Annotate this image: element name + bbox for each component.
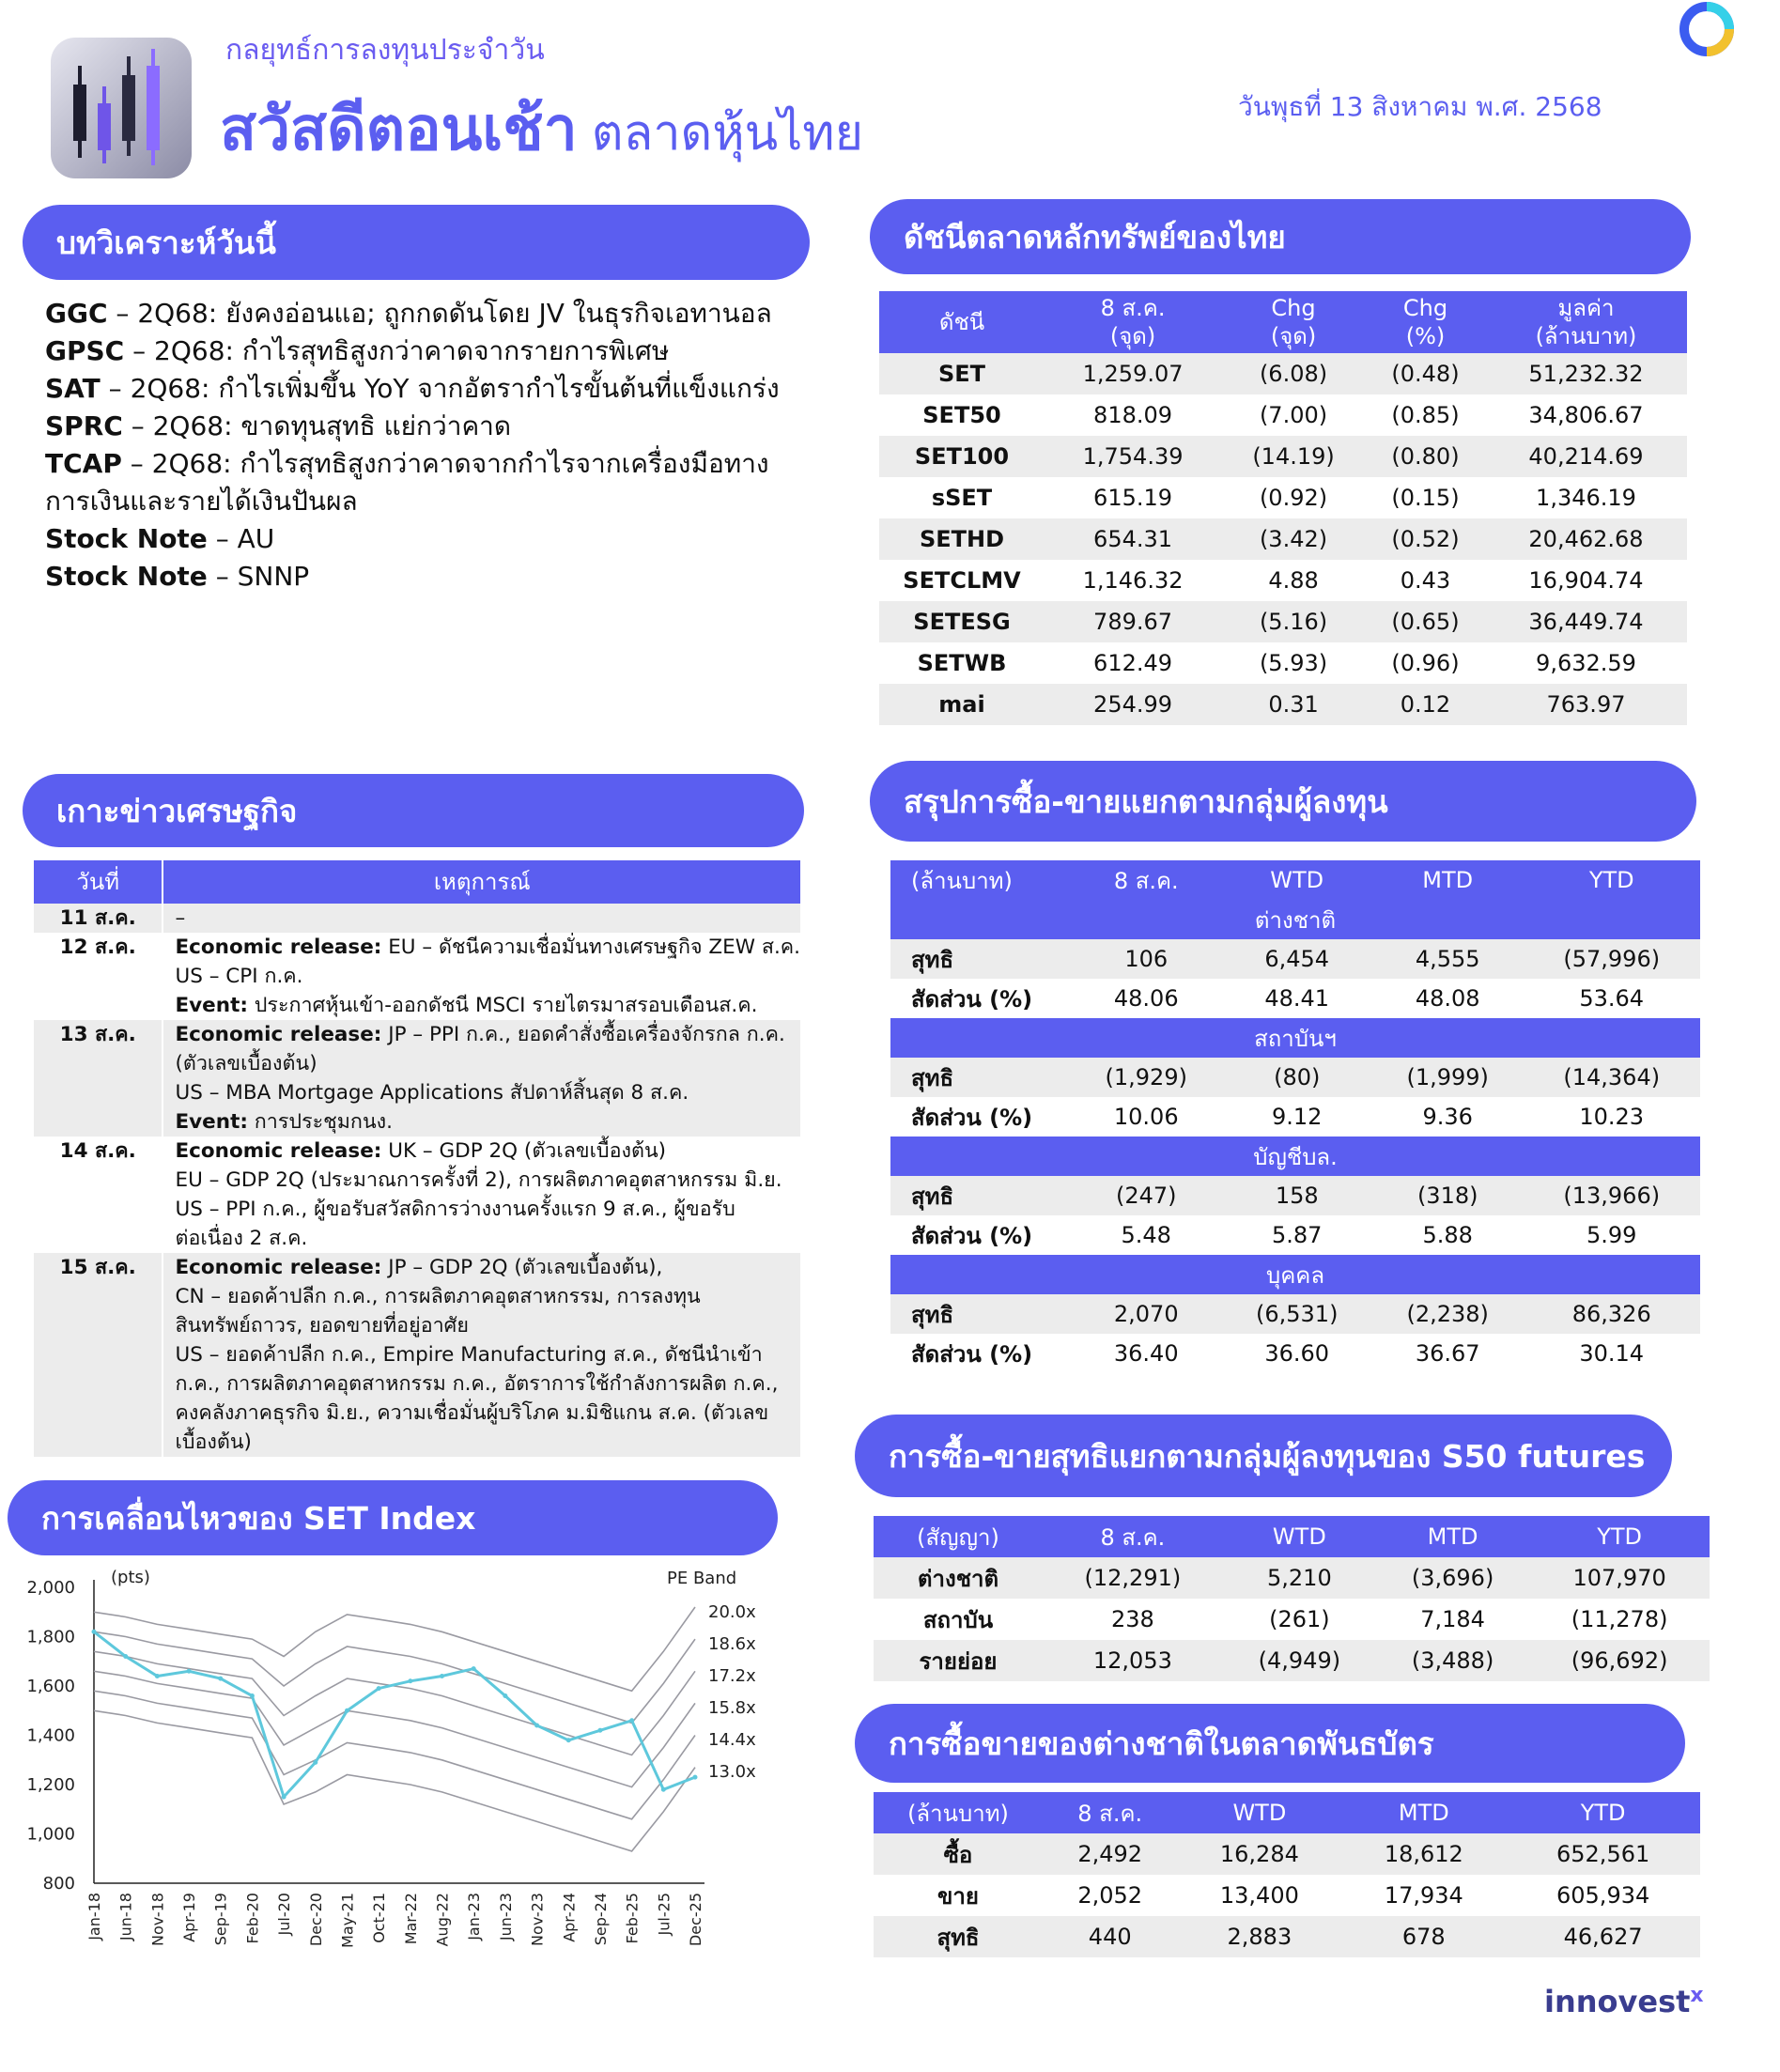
x-tick-label: Feb-25 [623,1893,642,1944]
index-col-header: มูลค่า (ล้านบาท) [1485,291,1687,353]
y-tick-label: 1,400 [26,1725,75,1746]
news-col-date: วันที่ [34,860,163,904]
analysis-item[interactable]: Stock Note – AU [45,523,275,554]
x-tick-label: Jun-23 [496,1893,515,1941]
analysis-item[interactable]: TCAP – 2Q68: กำไรสุทธิสูงกว่าคาดจากกำไรจากเครื่องมือทาง [45,448,769,479]
group-label: สถาบันฯ [890,1018,1700,1058]
set-index-point [187,1669,192,1674]
page-subtitle: กลยุทธ์การลงทุนประจำวัน [225,34,545,67]
index-col-header: ดัชนี [879,291,1045,353]
set-index-point [313,1760,317,1765]
x-tick-label: Jul-25 [655,1893,673,1936]
set-index-point [92,1630,97,1634]
set-index-point [661,1787,666,1792]
set-index-point [597,1728,602,1733]
pe-band-line [94,1710,695,1851]
innovest-logo: innovest$^x$ [1544,1984,1704,2019]
set-index-point [534,1724,539,1728]
news-col-event: เหตุการณ์ [163,860,800,904]
y-tick-label: 800 [42,1874,75,1894]
set-index-point [503,1693,507,1698]
set-index-point [629,1718,634,1723]
table-row: SETESG 789.67 (5.16) (0.65) 36,449.74 [879,601,1687,642]
group-label: ต่างชาติ [890,900,1700,939]
table-row: sSET 615.19 (0.92) (0.15) 1,346.19 [879,477,1687,518]
x-tick-label: Jun-18 [116,1893,135,1941]
news-row: 12 ส.ค. Economic release: EU – ดัชนีความเชื่อมั่นทางเศรษฐกิจ ZEW ส.ค. US – CPI ก.ค. Event: ประกาศหุ้นเข้า-ออกดัชนี MSCI รายไตรมาสรอบเดือนส.ค. [34,933,800,1020]
analysis-item[interactable]: Stock Note – SNNP [45,561,310,592]
report-date: วันพุธที่ 13 สิงหาคม พ.ศ. 2568 [1238,91,1602,122]
y-tick-label: 1,800 [26,1627,75,1647]
investor-flow-heading: สรุปการซื้อ-ขายแยกตามกลุ่มผู้ลงทุน [870,761,1696,842]
pe-band-label: 15.8x [708,1698,756,1718]
index-col-header: Chg (จุด) [1221,291,1366,353]
pe-band-line [94,1607,695,1691]
set-index-point [155,1674,160,1678]
pe-band-line [94,1651,695,1755]
pe-band-line [94,1691,695,1819]
x-tick-label: Nov-18 [148,1893,167,1946]
set-index-point [408,1678,412,1683]
index-col-header: Chg (%) [1366,291,1485,353]
x-tick-label: Jan-23 [465,1893,484,1941]
set-index-point [377,1686,381,1691]
set-index-point [472,1666,476,1671]
table-row: SET50 818.09 (7.00) (0.85) 34,806.67 [879,394,1687,436]
news-row: 14 ส.ค. Economic release: UK – GDP 2Q (ตัวเลขเบื้องต้น) EU – GDP 2Q (ประมาณการครั้งที่ 2), การผลิตภาคอุตสาหกรรม มิ.ย. US – PPI ก.ค., ผู้ขอรับสวัสดิการว่างงานครั้งแรก 9 ส.ค., ผู้ขอรับ ต่อเนื่อง 2 ส.ค. [34,1137,800,1253]
page-title-main: สวัสดีตอนเช้า [220,95,578,164]
y-tick-label: 1,200 [26,1775,75,1795]
analysis-heading: บทวิเคราะห์วันนี้ [23,205,810,280]
news-heading: เกาะข่าวเศรษฐกิจ [23,774,804,847]
pe-band-line [94,1631,695,1723]
analysis-item[interactable]: SAT – 2Q68: กำไรเพิ่มขึ้น YoY จากอัตรากำไรขั้นต้นที่แข็งแกร่ง [45,373,780,404]
table-row: mai 254.99 0.31 0.12 763.97 [879,684,1687,725]
table-row: SETWB 612.49 (5.93) (0.96) 9,632.59 [879,642,1687,684]
set-index-point [218,1677,223,1681]
x-tick-label: Feb-20 [243,1893,262,1944]
candlestick-logo-icon [51,38,192,178]
legend-title: PE Band [667,1569,737,1588]
pe-band-label: 14.4x [708,1730,756,1750]
pe-band-label: 13.0x [708,1762,756,1782]
x-tick-label: Mar-22 [401,1893,420,1945]
set-index-point [345,1709,349,1713]
x-tick-label: Apr-24 [560,1893,579,1942]
x-tick-label: Nov-23 [528,1893,547,1946]
index-col-header: 8 ส.ค. (จุด) [1045,291,1221,353]
brand-ring-icon [1679,2,1734,56]
set-index-point [282,1795,286,1800]
table-row: SETCLMV 1,146.32 4.88 0.43 16,904.74 [879,560,1687,601]
analysis-item[interactable]: GPSC – 2Q68: กำไรสุทธิสูงกว่าคาดจากรายการพิเศษ [45,335,670,366]
news-row: 15 ส.ค. Economic release: JP – GDP 2Q (ตัวเลขเบื้องต้น), CN – ยอดค้าปลีก ก.ค., การผลิตภาคอุตสาหกรรม, การลงทุน สินทรัพย์ถาวร, ยอดขายที่อยู่อาศัย US – ยอดค้าปลีก ก.ค., Empire Manufacturing ส.ค., ดัชนีนำเข้า ก.ค., การผลิตภาคอุตสาหกรรม ก.ค., อัตราการใช้กำลังการผลิต ก.ค., คงคลังภาคธุรกิจ มิ.ย., ความเชื่อมั่นผู้บริโภค ม.มิชิแกน ส.ค. (ตัวเลข เบื้องต้น) [34,1253,800,1457]
x-tick-label: Sep-24 [591,1893,610,1946]
set-index-chart [0,1559,780,1954]
set-index-point [440,1674,444,1678]
y-tick-label: 1,600 [26,1677,75,1696]
y-tick-label: 2,000 [26,1578,75,1598]
news-table [34,860,800,1457]
x-tick-label: Dec-20 [306,1893,325,1947]
pe-band-label: 18.6x [708,1634,756,1654]
table-row: SET 1,259.07 (6.08) (0.48) 51,232.32 [879,353,1687,394]
news-row: 11 ส.ค. – [34,904,800,933]
x-tick-label: Aug-22 [433,1893,452,1947]
analysis-item-continued: การเงินและรายได้เงินปันผล [45,486,358,517]
x-tick-label: Oct-21 [370,1893,389,1943]
analysis-list [45,295,780,595]
analysis-item[interactable]: GGC – 2Q68: ยังคงอ่อนแอ; ถูกกดดันโดย JV ในธุรกิจเอทานอล [45,298,772,329]
group-label: บัญชีบล. [890,1137,1700,1176]
set-index-point [566,1738,571,1742]
set-index-point [250,1693,255,1698]
futures-heading: การซื้อ-ขายสุทธิแยกตามกลุ่มผู้ลงทุนของ S50 futures [855,1415,1672,1497]
table-row: SET100 1,754.39 (14.19) (0.80) 40,214.69 [879,436,1687,477]
futures-table: (สัญญา) 8 ส.ค. WTD MTD YTD ต่างชาติ (12,291) 5,210 (3,696) 107,970 สถาบัน 238 (261) 7,184 (11,278) รายย่อย 12,053 (4,949) (3,488) (96,692) [874,1516,1710,1681]
x-tick-label: Apr-19 [180,1893,199,1942]
index-table [879,291,1687,725]
pe-band-label: 20.0x [708,1602,756,1622]
news-row: 13 ส.ค. Economic release: JP – PPI ก.ค., ยอดคำสั่งซื้อเครื่องจักรกล ก.ค. (ตัวเลขเบื้องต้น) US – MBA Mortgage Applications สัปดาห์สิ้นสุด 8 ส.ค. Event: การประชุมกนง. [34,1020,800,1137]
index-heading: ดัชนีตลาดหลักทรัพย์ของไทย [870,199,1691,274]
chart-heading: การเคลื่อนไหวของ SET Index [8,1480,778,1555]
bonds-heading: การซื้อขายของต่างชาติในตลาดพันธบัตร [855,1704,1685,1783]
x-tick-label: Sep-19 [211,1893,230,1946]
bonds-table: (ล้านบาท) 8 ส.ค. WTD MTD YTD ซื้อ 2,492 16,284 18,612 652,561 ขาย 2,052 13,400 17,934 605,934 สุทธิ 440 2,883 678 46,627 [874,1792,1700,1957]
pe-band-label: 17.2x [708,1666,756,1686]
table-row: SETHD 654.31 (3.42) (0.52) 20,462.68 [879,518,1687,560]
set-index-point [693,1775,698,1780]
y-tick-label: 1,000 [26,1824,75,1845]
x-tick-label: Jul-20 [275,1893,294,1936]
x-tick-label: May-21 [338,1893,357,1948]
analysis-item[interactable]: SPRC – 2Q68: ขาดทุนสุทธิ แย่กว่าคาด [45,410,512,441]
group-label: บุคคล [890,1255,1700,1294]
x-tick-label: Jan-18 [85,1893,103,1941]
investor-flow-table: (ล้านบาท) 8 ส.ค. WTD MTD YTD ต่างชาติ สุทธิ 106 6,454 4,555 (57,996) สัดส่วน (%) 48.06 48.41 48.08 53.64 สถาบันฯ สุทธิ (1,929) (80) (1,999) (14,364) สัดส่วน (%) 10.06 9.12 9.36 10.23 บัญชีบล. สุทธิ (247) 158 (318) (13,966) สัดส่วน (%) 5.48 5.87 5.88 5.99 บุคคล สุทธิ 2,070 (6,531) (2,238) 86,326 สัดส่วน (%) 36.40 36.60 36.67 30.14 [890,860,1700,1373]
y-axis-label: (pts) [111,1568,150,1587]
x-tick-label: Dec-25 [687,1893,704,1947]
page-title-sub: ตลาดหุ้นไทย [591,105,864,162]
set-index-point [123,1654,128,1659]
page-title [220,81,863,177]
